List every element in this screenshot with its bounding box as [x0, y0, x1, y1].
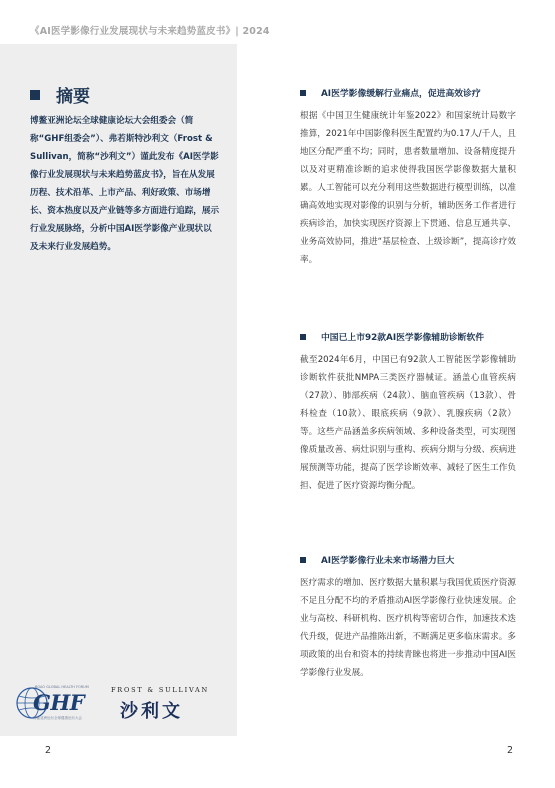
- frost-cn-name: 沙利文: [120, 701, 183, 722]
- section-3-body: 医疗需求的增加、医疗数据大量积累与我国优质医疗资源不足且分配不均的矛盾推动AI医学影像行业快速发展。企业与高校、科研机构、医疗机构等密切合作，加速技术迭代升级，促进产品推陈出新，不断满足更多临床需求。多项政策的出台和资本的持续青睐也将进一步推动中国AI医学影像行业发展。: [300, 578, 516, 678]
- frost-name: FROST & SULLIVAN: [111, 686, 210, 694]
- ghf-logo: [15, 684, 93, 724]
- bullet-square-icon: [300, 557, 306, 563]
- section-1-body: 根据《中国卫生健康统计年鉴2022》和国家统计局数字推算，2021年中国影像科医生配置约为0.17人/千人，且地区分配严重不均；同时，患者数量增加、设备精度提升以及对更精准诊断的追求使得我国医学影像数据大量积累。人工智能可以充分利用这些数据进行模型训练，以准确高效地实现对影像的识别与分析，辅助医务工作者进行疾病诊治，加快实现医疗资源上下贯通、信息互通共享、业务高效协同，推进“基层检查、上级诊断”，提高诊疗效率。: [300, 111, 516, 265]
- frost-sullivan-logo: [97, 684, 217, 724]
- section-1-title: AI医学影像缓解行业痛点，促进高效诊疗: [321, 89, 481, 99]
- bullet-square-icon: [300, 90, 306, 96]
- summary-title: 摘要: [56, 87, 90, 107]
- bullet-square-icon: [300, 334, 306, 340]
- summary-body: 博鳌亚洲论坛全球健康论坛大会组委会（简称“GHF组委会”）、弗若斯特沙利文（Frost & Sullivan，简称“沙利文”）谨此发布《AI医学影像行业发展现状与未来趋势蓝皮书》，旨在从发展历程、技术沿革、上市产品、利好政策、市场增长、资本热度以及产业链等多方面进行追踪，展示行业发展脉络，分析中国AI医学影像产业现状以及未来行业发展趋势。: [30, 116, 220, 252]
- section-3-title: AI医学影像行业未来市场潜力巨大: [321, 556, 455, 566]
- summary-square-icon: [30, 90, 40, 100]
- section-2-title: 中国已上市92款AI医学影像辅助诊断软件: [321, 333, 485, 343]
- section-2-heading: [300, 330, 484, 343]
- summary-heading: [30, 82, 90, 107]
- page-number-left: 2: [45, 745, 52, 756]
- section-1-heading: [300, 86, 481, 99]
- logos: [15, 684, 225, 724]
- ghf-text: GHF: [33, 690, 85, 715]
- page-number-right: 2: [507, 745, 514, 756]
- section-3-heading: [300, 553, 454, 566]
- ghf-top-text: BOAO GLOBAL HEALTH FORUM: [35, 685, 89, 689]
- header-title: 《AI医学影像行业发展现状与未来趋势蓝皮书》| 2024: [30, 26, 270, 37]
- section-2-body: 截至2024年6月，中国已有92款人工智能医学影像辅助诊断软件获批NMPA三类医疗器械证。涵盖心血管疾病（27款）、肺部疾病（24款）、脑血管疾病（13款）、骨科检查（10款）、眼底疾病（9款）、乳腺疾病（2款）等。这些产品涵盖多疾病领域、多种设备类型，可实现图像质量改善、病灶识别与重构、疾病分期与分级、疾病进展预测等功能，提高了医学诊断效率、减轻了医生工作负担、促进了医疗资源均衡分配。: [300, 355, 516, 491]
- ghf-sub-text: 博鳌亚洲论坛全球健康论坛大会: [33, 716, 82, 720]
